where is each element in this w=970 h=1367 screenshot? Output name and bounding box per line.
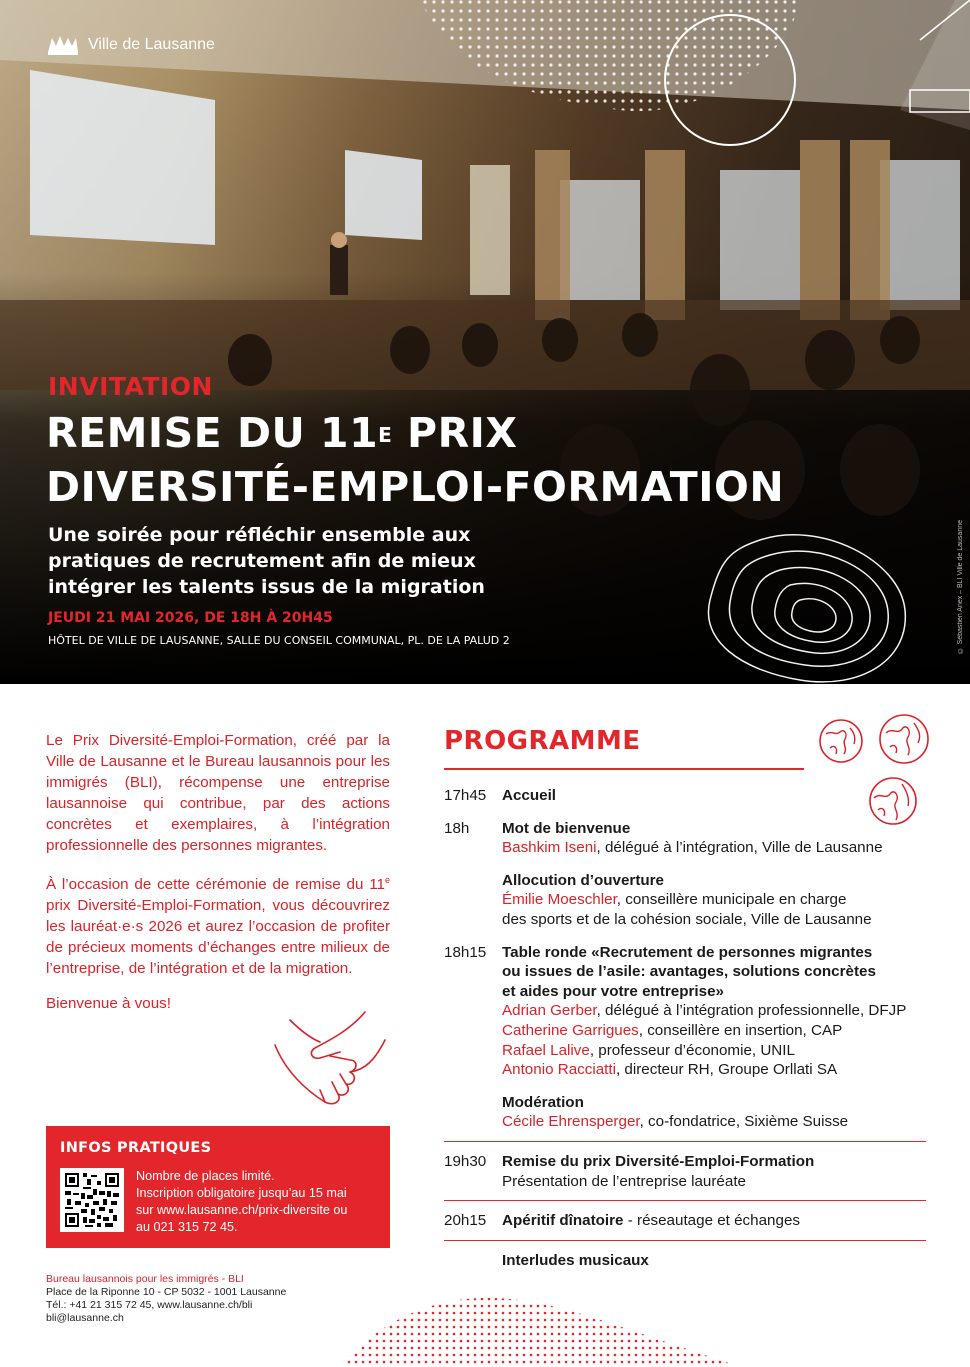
programme-separator — [444, 1200, 926, 1201]
programme-item-interludes: Interludes musicaux — [502, 1251, 649, 1269]
qr-code-icon[interactable] — [60, 1168, 124, 1232]
programme-item-moderation: Modération Cécile Ehrensperger, co-fondatrice, Sixième Suisse — [502, 1093, 849, 1131]
speaker: Rafael Lalive, professeur d’économie, UNIL — [502, 1041, 795, 1059]
globe-icon — [878, 713, 930, 765]
speaker: Catherine Garrigues, conseillère en insertion, CAP — [502, 1021, 843, 1039]
city-name: Ville de Lausanne — [88, 36, 215, 53]
handshake-icon — [270, 1010, 390, 1110]
practical-info-title: INFOS PRATIQUES — [60, 1140, 212, 1156]
intro-paragraph-2: À l’occasion de cette cérémonie de remise du 11e prix Diversité-Emploi-Formation, vous découvrirez les lauréat·e·s 2026 et aurez l’occasion de profiter de précieux moments d’échanges entre milieux de l’entreprise, de l’intégration et de la migration. — [46, 875, 390, 978]
org-name: Bureau lausannois pour les immigrés - BLI — [46, 1273, 244, 1285]
programme-divider — [444, 768, 804, 770]
dotted-decoration — [340, 1290, 740, 1367]
intro-paragraph-1: Le Prix Diversité-Emploi-Formation, créé par la Ville de Lausanne et le Bureau lausannois pour les immigrés (BLI), récompense une entreprise lausannoise qui contribue, par des actions concrètes et exemplaires, à l’intégration professionnelle des personnes migrantes. — [46, 732, 390, 854]
speaker: Antonio Racciatti, directeur RH, Groupe Orllati SA — [502, 1061, 838, 1079]
programme-separator — [444, 1141, 926, 1142]
registration-link[interactable]: sur www.lausanne.ch/prix-diversite ou — [136, 1203, 348, 1217]
org-email[interactable]: bli@lausanne.ch — [46, 1312, 124, 1324]
programme-item-ouverture: Allocution d’ouverture Émilie Moeschler, conseillère municipale en charge des sports et de la cohésion sociale, Ville de Lausanne — [502, 871, 872, 928]
programme-item-remise: 19h30 Remise du prix Diversité-Emploi-Formation Présentation de l’entreprise lauréate — [444, 1152, 815, 1190]
contact-footer — [46, 1273, 286, 1325]
globe-icon — [818, 718, 864, 764]
event-date: JEUDI 21 MAI 2026, DE 18H À 20H45 — [48, 610, 333, 626]
intro-paragraph-3: Bienvenue à vous! — [46, 995, 171, 1013]
event-place: HÔTEL DE VILLE DE LAUSANNE, SALLE DU CONSEIL COMMUNAL, PL. DE LA PALUD 2 — [48, 634, 510, 647]
phone-number[interactable]: au 021 315 72 45. — [136, 1220, 238, 1234]
speaker: Adrian Gerber, délégué à l’intégration professionnelle, DFJP — [502, 1002, 907, 1020]
intro-text — [46, 730, 390, 1028]
lausanne-coat-of-arms-icon — [46, 34, 80, 56]
subtitle: Une soirée pour réfléchir ensemble aux pratiques de recrutement afin de mieux intégrer les talents issus de la migration — [48, 524, 485, 598]
programme-list — [444, 786, 926, 1270]
org-address: Place de la Riponne 10 - CP 5032 - 1001 Lausanne — [46, 1286, 287, 1298]
org-contact[interactable]: Tél.: +41 21 315 72 45, www.lausanne.ch/bli — [46, 1299, 253, 1311]
city-logo — [46, 34, 215, 56]
programme-item-accueil: 17h45 Accueil — [444, 787, 557, 804]
programme-item-aperitif: 20h15 Apéritif dînatoire - réseautage et échanges — [444, 1212, 800, 1230]
programme-separator — [444, 1240, 926, 1241]
photo-credit: © Sébastien Anex – BLI Ville de Lausanne — [957, 520, 964, 654]
programme-item-bienvenue: 18h Mot de bienvenue Bashkim Iseni, délégué à l’intégration, Ville de Lausanne — [444, 819, 883, 857]
page-title: REMISE DU $11^E$ PRIX DIVERSITÉ-EMPLOI-FORMATION — [46, 409, 785, 511]
invitation-label: INVITATION — [48, 372, 213, 401]
practical-info-box — [46, 1126, 390, 1248]
practical-info-text: Nombre de places limité. Inscription obligatoire jusqu’au 15 mai sur www.lausanne.ch/prix-diversite ou au 021 315 72 45. — [136, 1168, 384, 1236]
programme-title: PROGRAMME — [444, 726, 641, 756]
programme-item-table-ronde: 18h15 Table ronde «Recrutement de personnes migrantes ou issues de l’asile: avantages, solutions concrètes et aides pour votre entreprise» Adrian Gerber, délégué à l’intégration professionnelle, DFJP Catherine Garrigues, conseillère en insertion, CAP Rafael Lalive, professeur d’économie, UNIL Antonio Racciatti, directeur RH, Groupe Orllati SA — [444, 943, 926, 1080]
